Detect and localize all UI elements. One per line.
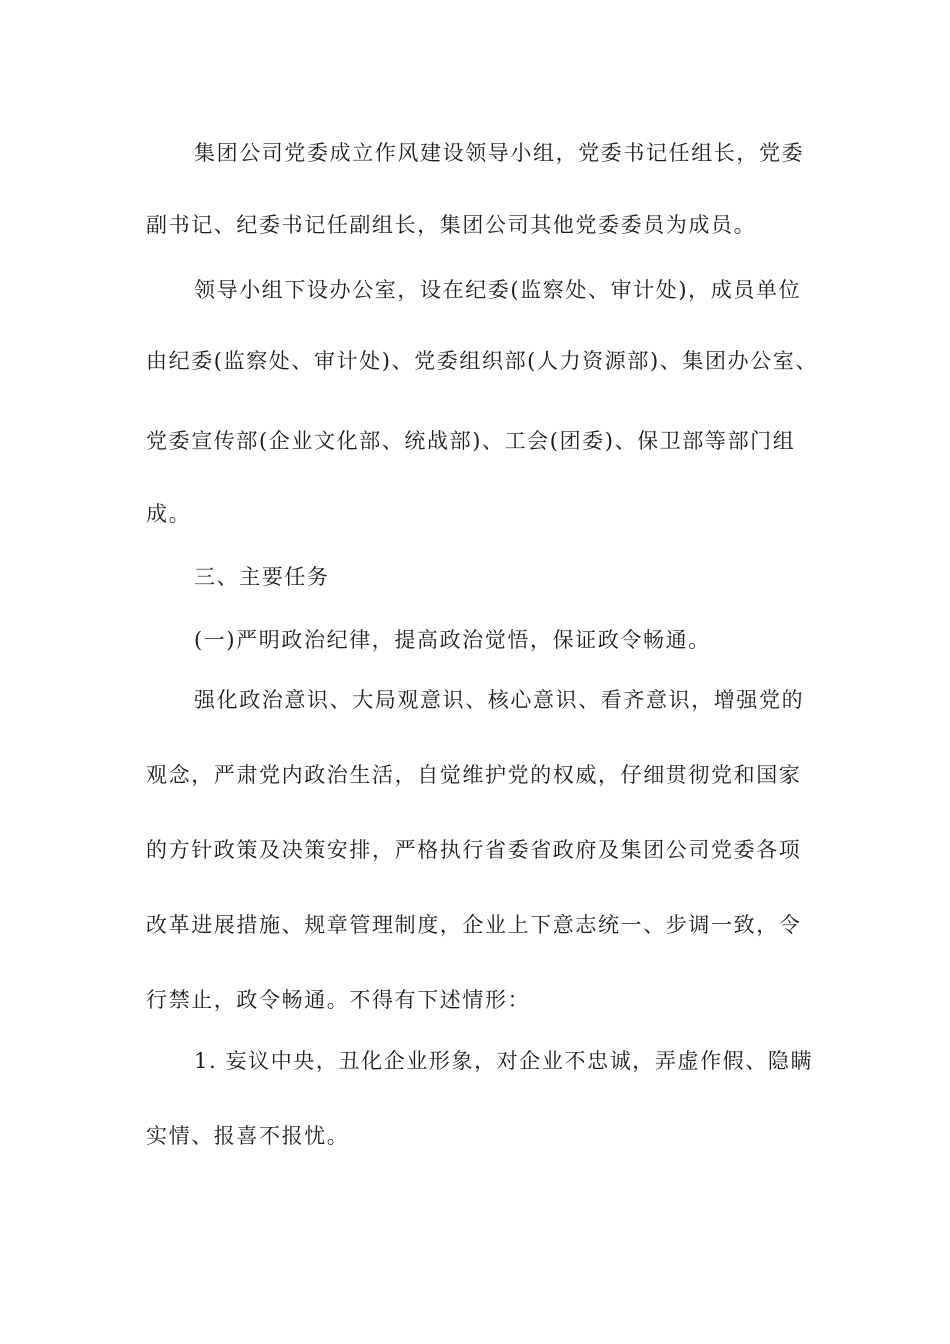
section-heading: 三、主要任务: [194, 565, 330, 589]
paragraph-3-line-1: 强化政治意识、大局观意识、核心意识、看齐意识，增强党的: [194, 688, 805, 712]
paragraph-3-line-3: 的方针政策及决策安排，严格执行省委省政府及集团公司党委各项: [146, 838, 802, 862]
paragraph-3-line-2: 观念，严肃党内政治生活，自觉维护党的权威，仔细贯彻党和国家: [146, 763, 802, 787]
subsection-heading: (一)严明政治纪律，提高政治觉悟，保证政令畅通。: [194, 628, 711, 652]
paragraph-1-line-2: 副书记、纪委书记任副组长，集团公司其他党委委员为成员。: [146, 213, 757, 237]
paragraph-1-line-1: 集团公司党委成立作风建设领导小组，党委书记任组长，党委: [194, 141, 805, 165]
paragraph-2-line-3: 党委宣传部(企业文化部、统战部)、工会(团委)、保卫部等部门组: [146, 429, 796, 453]
paragraph-2-line-1: 领导小组下设办公室，设在纪委(监察处、审计处)，成员单位: [194, 278, 802, 302]
list-item-1-line-2: 实情、报喜不报忧。: [146, 1124, 350, 1148]
paragraph-2-line-4: 成。: [146, 502, 192, 526]
list-item-1-line-1: 1. 妄议中央，丑化企业形象，对企业不忠诚，弄虚作假、隐瞒: [194, 1049, 814, 1073]
paragraph-2-line-2: 由纪委(监察处、审计处)、党委组织部(人力资源部)、集团办公室、: [146, 349, 818, 373]
paragraph-3-line-4: 改革进展措施、规章管理制度，企业上下意志统一、步调一致，令: [146, 913, 802, 937]
paragraph-3-line-5: 行禁止，政令畅通。不得有下述情形：: [146, 988, 531, 1012]
